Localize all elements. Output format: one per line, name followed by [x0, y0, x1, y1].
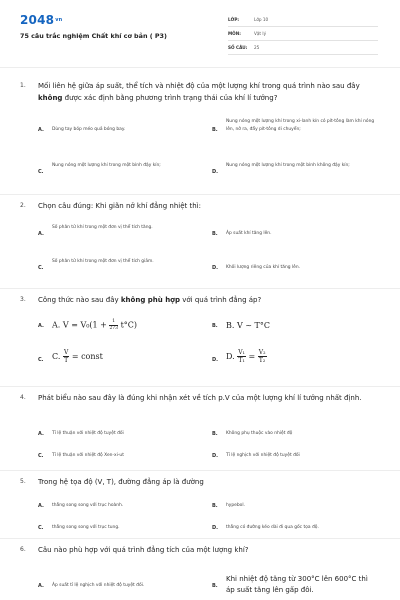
question-number: 1.	[20, 82, 26, 89]
option-text: thẳng song song với trục hoành.	[52, 503, 124, 508]
option-key: D.	[212, 169, 219, 175]
option-key: A.	[38, 127, 44, 133]
quiz-title: 75 câu trắc nghiệm Chất khí cơ bản ( P3)	[20, 32, 167, 40]
option-text: Nung nóng một lượng khí trong một bình không đậy kín;	[226, 163, 350, 168]
option-text: Dùng tay bóp méo quả bóng bay.	[52, 127, 126, 132]
option-formula: D. $\frac{\text{V₁}}{\text{T₁}}$ = $\frac{\text{V₂}}{\text{T₂}}$	[226, 349, 266, 364]
question-number: 4.	[20, 394, 26, 401]
question-divider	[0, 194, 400, 195]
question-text: Phát biểu nào sau đây là đúng khi nhận xét về tích p.V của một lượng khí lí tưởng nhất định.	[38, 394, 362, 402]
option-key: D.	[212, 265, 219, 271]
option-text: Khối lượng riêng của khí tăng lên.	[226, 265, 301, 270]
option-key: A.	[38, 323, 44, 329]
option-text: Tỉ lệ thuận với nhiệt độ tuyệt đối	[52, 431, 124, 436]
option-text: Tỉ lệ nghịch với nhiệt độ tuyệt đối	[226, 453, 300, 458]
option-key: B.	[212, 583, 218, 589]
meta-value: Vật lý	[254, 31, 267, 36]
question-number: 5.	[20, 478, 26, 485]
question-number: 6.	[20, 546, 26, 553]
option-key: D.	[212, 357, 219, 363]
site-logo[interactable]: $2048^{vn}$	[20, 13, 63, 27]
option-text: Tỉ lệ thuận với nhiệt độ Xen-xi-ut	[52, 453, 124, 458]
option-formula: C. $\frac{V}{T}$ = const	[52, 349, 103, 364]
option-key: B.	[212, 323, 218, 329]
option-key: D.	[212, 453, 219, 459]
option-key: B.	[212, 127, 218, 133]
question-divider	[0, 386, 400, 387]
option-key: A.	[38, 583, 44, 589]
option-text: thẳng song song với trục tung.	[52, 525, 120, 530]
question-number: 2.	[20, 202, 26, 209]
meta-row-count	[228, 41, 378, 55]
meta-value: Lớp 10	[254, 17, 269, 22]
option-text: Nung nóng một lượng khí trong một bình đậy kín;	[52, 163, 161, 168]
meta-row-subject	[228, 27, 378, 41]
option-key: C.	[38, 169, 44, 175]
option-key: C.	[38, 265, 44, 271]
option-text: Số phân tử khí trong một đơn vị thể tích giảm.	[52, 259, 154, 264]
option-text: Áp suất tỉ lệ nghịch với nhiệt độ tuyệt đối.	[52, 583, 145, 588]
question-divider	[0, 538, 400, 539]
option-text: Không phụ thuộc vào nhiệt độ	[226, 431, 293, 436]
meta-label: SỐ CÂU:	[228, 45, 248, 50]
option-text: Áp suất khí tăng lên.	[226, 231, 272, 236]
meta-row-class	[228, 13, 378, 27]
question-divider	[0, 470, 400, 471]
question-divider	[0, 288, 400, 289]
header-divider	[0, 67, 400, 68]
question-text: Câu nào phù hợp với quá trình đẳng tích của một lượng khí?	[38, 546, 249, 554]
option-key: C.	[38, 453, 44, 459]
option-key: A.	[38, 503, 44, 509]
option-key: C.	[38, 525, 44, 531]
page-header	[0, 0, 400, 60]
option-key: B.	[212, 503, 218, 509]
option-formula: A. V = V₀(1 + $\frac{1}{273}$ t°C)	[52, 319, 138, 331]
option-text: hypebol.	[226, 503, 245, 508]
option-key: A.	[38, 431, 44, 437]
option-text: thẳng có đường kéo dài đi qua gốc tọa độ.	[226, 525, 319, 530]
option-text: Nung nóng một lượng khí trong xi-lanh kín có pít-tông làm khí nóng lên, nở ra, đẩy pít-tông di chuyển;	[226, 119, 375, 132]
option-key: A.	[38, 231, 44, 237]
question-text: Mối liên hệ giữa áp suất, thể tích và nhiệt độ của một lượng khí trong quá trình nào sau đây không được xác định bằng phương trình trạng thái của khí lí tưởng?	[38, 82, 360, 102]
quiz-meta	[228, 13, 378, 55]
meta-label: LỚP:	[228, 17, 240, 22]
question-text: Chọn câu đúng: Khi giãn nở khí đẳng nhiệt thì:	[38, 202, 201, 210]
option-key: C.	[38, 357, 44, 363]
question-text: Công thức nào sau đây không phù hợp với quá trình đẳng áp?	[38, 296, 262, 304]
meta-label: MÔN:	[228, 31, 241, 36]
question-text: Trong hệ tọa độ (V, T), đường đẳng áp là đường	[38, 478, 204, 486]
option-text: Số phân tử khí trong một đơn vị thể tích tăng.	[52, 225, 153, 230]
option-text: Khi nhiệt độ tăng từ 300°C lên 600°C thì áp suất tăng lên gấp đôi.	[226, 575, 368, 594]
option-key: D.	[212, 525, 219, 531]
option-key: B.	[212, 231, 218, 237]
question-number: 3.	[20, 296, 26, 303]
option-formula: B. V ~ T°C	[226, 321, 270, 330]
meta-value: 25	[254, 45, 260, 50]
option-key: B.	[212, 431, 218, 437]
